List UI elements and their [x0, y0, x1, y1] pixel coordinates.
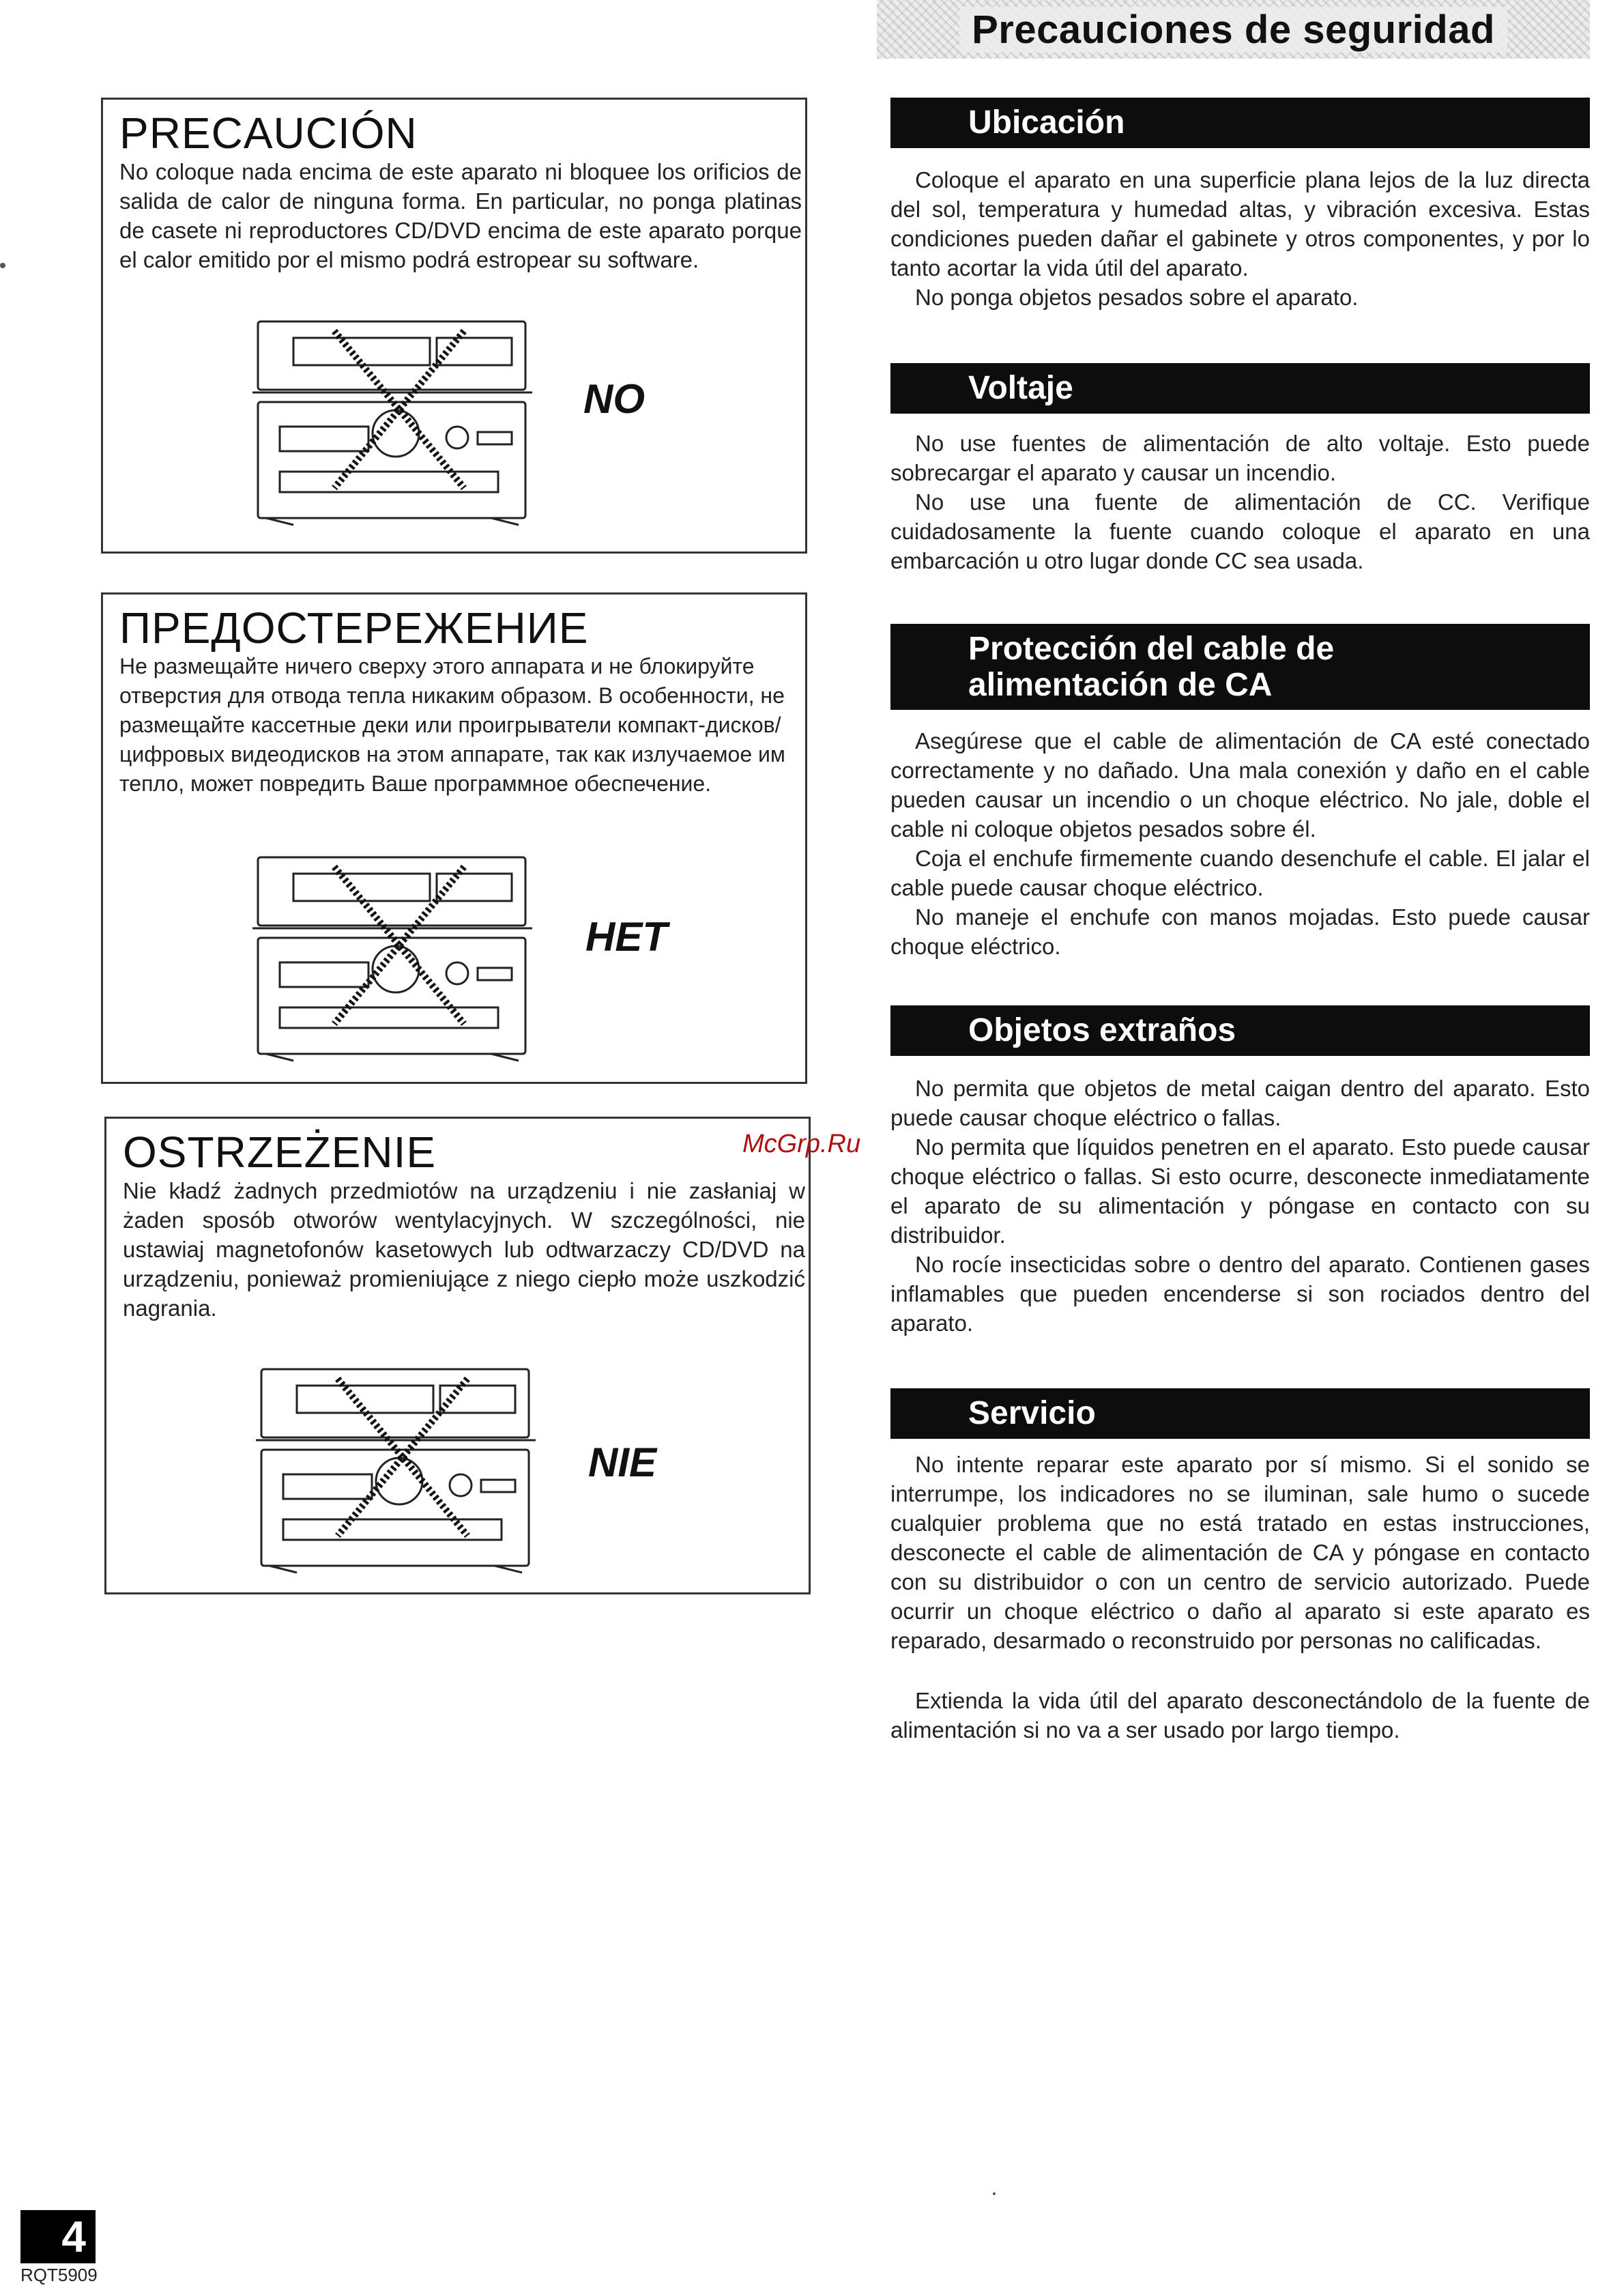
prohibition-label: НЕТ — [585, 914, 667, 960]
page-number: 4 — [20, 2210, 96, 2263]
section-heading-voltaje: Voltaje — [890, 363, 1590, 414]
closing-note: Extienda la vida útil del aparato desconectándolo de la fuente de alimentación si no va a ser usado por largo tiempo. — [890, 1688, 1590, 1743]
warning-heading: OSTRZEŻENIE — [123, 1128, 437, 1177]
stacked-devices-illustration — [256, 1365, 536, 1577]
section-body-servicio: No intente reparar este aparato por sí mismo. Si el sonido se interrumpe, los indicadores no se iluminan, sale humo o sucede cualquier problema que no está tratado en estas instrucciones, desconecte el cable de alimentación de CA y póngase en contacto con su distribuidor o con un centro de servicio autorizado. Puede ocurrir un choque eléctrico o daño al aparato si este aparato es reparado, desarmado o reconstruido por personas no calificadas. — [890, 1452, 1590, 1653]
section-heading-servicio: Servicio — [890, 1388, 1590, 1439]
section-heading-objetos: Objetos extraños — [890, 1005, 1590, 1056]
stray-mark — [0, 263, 5, 268]
section-body-objetos: No permita que objetos de metal caigan dentro del aparato. Esto puede causar choque eléctrico o fallas. No permita que líquidos penetren en el aparato. Esto puede causar choque eléctrico o fallas. Si esto ocurre, desconecte inmediatamente el aparato de su alimentación y póngase en contacto con su distribuidor. No rocíe insecticidas sobre o dentro del aparato. Contienen gases inflamables que pueden encenderse si son rociados dentro del aparato. — [890, 1076, 1590, 1336]
watermark: McGrp.Ru — [742, 1130, 861, 1158]
page-title: Precauciones de seguridad — [959, 7, 1507, 53]
section-body-ubicacion: Coloque el aparato en una superficie plana lejos de la luz directa del sol, temperatura y humedad altas, y vibración excesiva. Estas condiciones pueden dañar el gabinete y otros componentes, y por lo tanto acortar la vida útil del aparato. No ponga objetos pesados sobre el aparato. — [890, 167, 1590, 310]
warning-heading: PRECAUCIÓN — [119, 109, 418, 158]
warning-text: No coloque nada encima de este aparato ni bloquee los orificios de salida de calor de ninguna forma. En particular, no ponga platinas de casete ni reproductores CD/DVD encima de este aparato porque el calor emitido por el mismo podrá estropear su software. — [119, 159, 802, 272]
section-body-voltaje: No use fuentes de alimentación de alto voltaje. Esto puede sobrecargar el aparato y causar un incendio. No use una fuente de alimentación de CC. Verifique cuidadosamente la fuente cuando coloque el aparato en una embarcación u otro lugar donde CC sea usada. — [890, 431, 1590, 573]
section-heading-cable: Protección del cable de alimentación de CA — [890, 624, 1590, 710]
document-code: RQT5909 — [20, 2265, 98, 2285]
stray-mark — [993, 2192, 996, 2195]
stacked-devices-illustration — [252, 853, 532, 1065]
warning-text: Не размещайте ничего сверху этого аппарата и не блокируйте отверстия для отвода тепла никаким образом. В особенности, не размещайте кассетные деки или проигрыватели компакт-дисков/цифровых видеодисков на этом аппарате, так как излучаемое им тепло, может повредить Ваше программное обеспечение. — [119, 654, 785, 796]
section-body-cable: Asegúrese que el cable de alimentación de CA esté conectado correctamente y no dañado. Una mala conexión y daño en el cable pueden causar un incendio o un choque eléctrico. No jale, doble el cable ni coloque objetos pesados sobre él. Coja el enchufe firmemente cuando desenchufe el cable. El jalar el cable puede causar choque eléctrico. No maneje el enchufe con manos mojadas. Esto puede causar choque eléctrico. — [890, 728, 1590, 959]
prohibition-label: NIE — [588, 1439, 657, 1485]
page-title-banner — [877, 0, 1590, 59]
warning-heading: ПРЕДОСТЕРЕЖЕНИЕ — [119, 603, 589, 653]
warning-text: Nie kładź żadnych przedmiotów na urządzeniu i nie zasłaniaj w żaden sposób otworów wentylacyjnych. W szczególności, nie ustawiaj magnetofonów kasetowych lub odtwarzaczy CD/DVD na urządzeniu, ponieważ promieniujące z niego ciepło może uszkodzić nagrania. — [123, 1178, 805, 1321]
stacked-devices-illustration — [252, 317, 532, 529]
prohibition-label: NO — [583, 376, 645, 422]
section-heading-ubicacion: Ubicación — [890, 98, 1590, 148]
